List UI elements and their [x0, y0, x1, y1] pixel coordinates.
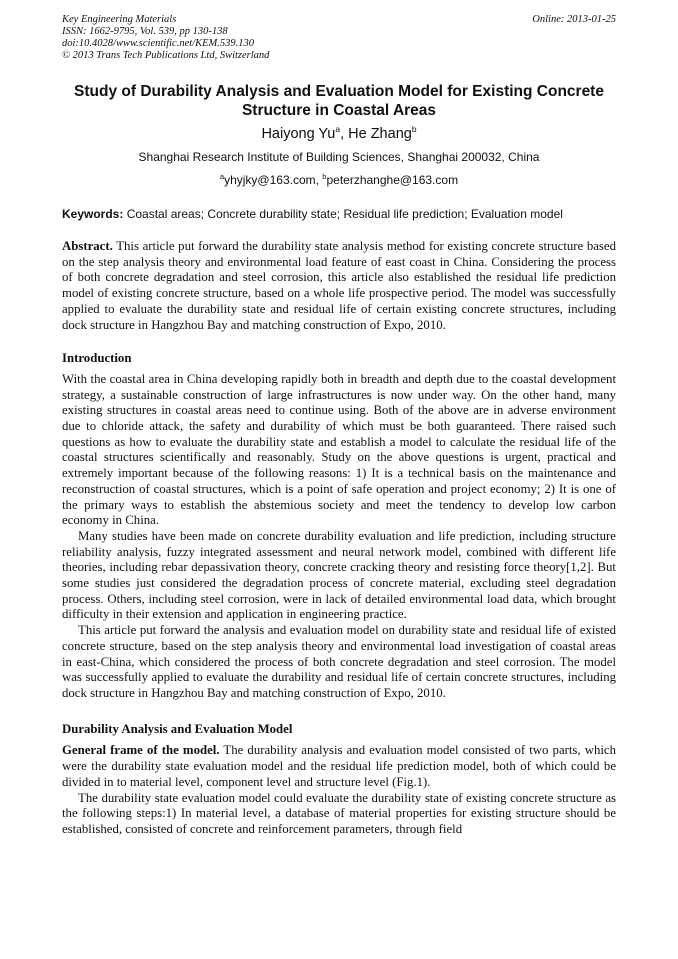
abstract-text: This article put forward the durability state analysis method for existing concrete structure based on the step analysis theory and environmental load feature of east coast in China. Considering the process of both concrete degradation and steel corrosion, this article also established the residual life prediction model of existing concrete structure, based on a whole life prospective period. The model was successfully applied to evaluate the durability state and residual life of certain existing concrete structures, including dock structure in Hangzhou Bay and matching construction of Expo, 2010.: [62, 239, 616, 332]
journal-header: [62, 14, 616, 62]
paragraph: This article put forward the analysis and evaluation model on durability state and residual life of existed concrete structure, based on the step analysis theory and environmental load investigation of coastal areas in east-China, which considered the process of both concrete degradation and steel corrosion. The model was successfully applied to evaluate the durability and residual life of certain concrete structures, including dock structure in Hangzhou Bay and matching construction of Expo, 2010.: [62, 623, 616, 700]
keywords-text: Coastal areas; Concrete durability state; Residual life prediction; Evaluation model: [123, 207, 563, 221]
email-superscript: b: [322, 172, 327, 181]
author-superscript: a: [335, 124, 341, 134]
affiliation: Shanghai Research Institute of Building Sciences, Shanghai 200032, China: [138, 150, 540, 164]
paper-body: [62, 239, 616, 838]
author-name: He Zhang: [348, 125, 412, 142]
section-heading-durability: Durability Analysis and Evaluation Model: [62, 721, 293, 736]
author-name: Haiyong Yu: [261, 125, 336, 142]
author-line: [62, 124, 616, 142]
paragraph-text: The durability analysis and evaluation model consisted of two parts, which were the durability state evaluation model and the residual life prediction model, both of which could be divided in to material level, component level and structure level (Fig.1).: [62, 743, 616, 789]
paragraph: [62, 743, 616, 790]
journal-copyright: © 2013 Trans Tech Publications Ltd, Switzerland: [62, 50, 270, 61]
abstract-label: Abstract.: [62, 239, 113, 253]
keywords-label: Keywords:: [62, 207, 124, 221]
paragraph: The durability state evaluation model could evaluate the durability state of existing concrete structure as the following steps:1) In material level, a database of material properties for existing structure should be established, consisted of concrete and reinforcement parameters, through field: [62, 790, 616, 836]
journal-name: Key Engineering Materials: [62, 14, 177, 25]
paragraph: Many studies have been made on concrete durability evaluation and life prediction, including structure reliability analysis, fuzzy integrated assessment and neural network model, combined with different life theories, including rebar depassivation theory, concrete cracking theory and resisting force theory[1,2]. But some studies just considered the degradation process of concrete material, excluding steel degradation process. Others, including steel corrosion, were in lack of detailed environmental load data, which brought difficulty in their extension and application in engineering practice.: [62, 528, 616, 622]
journal-issn: ISSN: 1662-9795, Vol. 539, pp 130-138: [62, 26, 228, 37]
section-heading-introduction: Introduction: [62, 351, 132, 366]
author-separator: ,: [340, 125, 349, 142]
abstract: [62, 239, 616, 333]
keywords: [62, 207, 616, 221]
paragraph: With the coastal area in China developing rapidly both in breadth and depth due to the coastal development strategy, a sustainable construction of large infrastructures is now under way. On the other hand, many existing structures in coastal areas need to continue using. Both of the above are in adverse environment due to chloride attack, the safety and durability of which must be both guaranteed. There raised such questions as how to evaluate the durability state and establish a model to calculate the residual life of the coastal structures scientifically and reasonably. Study on the above questions is urgent, practical and extremely important because of the following reasons: 1) It is a technical basis on the maintenance and reconstruction of coastal structures, which is a point of safe operation and project economy; 2) It is one of the primary ways to establish the abstemious society and meet the tendency to develop low carbon economy in China.: [62, 371, 616, 528]
subsection-label: General frame of the model.: [62, 743, 220, 758]
email-superscript: a: [219, 172, 225, 181]
online-date: Online: 2013-01-25: [532, 14, 616, 25]
journal-doi: doi:10.4028/www.scientific.net/KEM.539.130: [62, 38, 254, 49]
email-address: yhyjky@163.com,: [224, 173, 323, 187]
paper-title: Study of Durability Analysis and Evaluation Model for Existing Concrete Structure in Coastal Areas: [74, 83, 604, 119]
author-superscript: b: [411, 124, 417, 134]
email-address: peterzhanghe@163.com: [326, 173, 459, 187]
email-line: [62, 172, 616, 187]
